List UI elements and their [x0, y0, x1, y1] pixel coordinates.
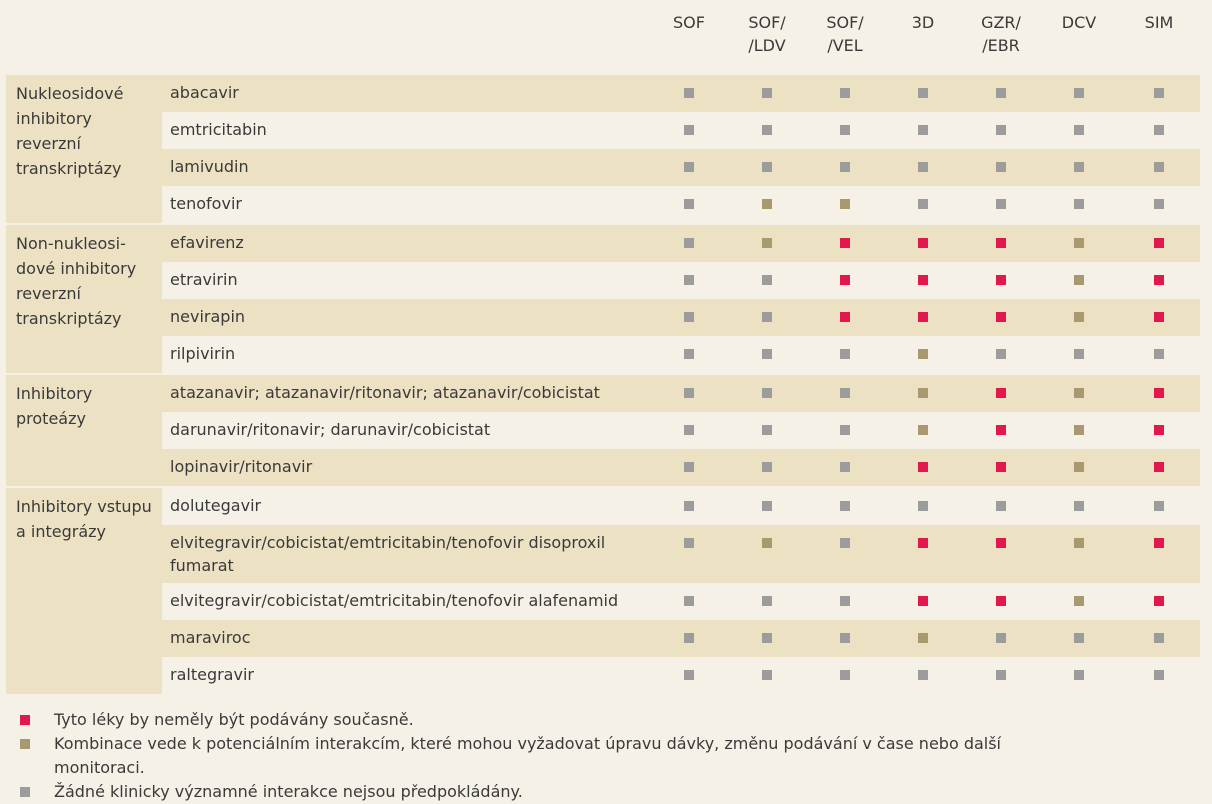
interaction-olive-square-icon	[918, 633, 928, 643]
interaction-cell	[884, 262, 962, 299]
interaction-grey-square-icon	[762, 425, 772, 435]
interaction-grey-square-icon	[1154, 199, 1164, 209]
interaction-cell	[806, 299, 884, 336]
interaction-cell	[728, 620, 806, 657]
interaction-grey-square-icon	[1074, 125, 1084, 135]
table-row	[6, 657, 1200, 694]
interaction-red-square-icon	[1154, 312, 1164, 322]
drug-name: raltegravir	[162, 657, 650, 694]
interaction-cell	[650, 186, 728, 224]
table-row	[6, 262, 1200, 299]
interaction-grey-square-icon	[762, 633, 772, 643]
interaction-cell	[728, 262, 806, 299]
group-label: Inhibitory vstupu a integrázy	[6, 487, 162, 694]
interaction-cell	[962, 336, 1040, 374]
interaction-grey-square-icon	[918, 125, 928, 135]
interaction-grey-square-icon	[996, 199, 1006, 209]
table-row	[6, 487, 1200, 525]
interaction-grey-square-icon	[840, 596, 850, 606]
drug-name: rilpivirin	[162, 336, 650, 374]
interaction-cell	[650, 487, 728, 525]
interaction-grey-square-icon	[1154, 125, 1164, 135]
interaction-cell	[806, 525, 884, 583]
group-label: Nukleosidové inhibitory reverzní transkriptázy	[6, 75, 162, 224]
interaction-grey-square-icon	[1154, 88, 1164, 98]
interaction-grey-square-icon	[996, 349, 1006, 359]
interaction-grey-square-icon	[762, 275, 772, 285]
interaction-cell	[962, 620, 1040, 657]
interaction-cell	[806, 186, 884, 224]
drug-name: emtricitabin	[162, 112, 650, 149]
legend-item	[20, 732, 1200, 780]
interaction-grey-square-icon	[762, 501, 772, 511]
interaction-cell	[650, 374, 728, 412]
drug-name: etravirin	[162, 262, 650, 299]
interaction-cell	[1040, 583, 1118, 620]
interaction-cell	[1118, 620, 1200, 657]
interaction-cell	[806, 412, 884, 449]
interaction-cell	[962, 224, 1040, 262]
interaction-olive-square-icon	[1074, 238, 1084, 248]
table-body	[6, 75, 1200, 694]
interaction-grey-square-icon	[684, 538, 694, 548]
interaction-grey-square-icon	[684, 462, 694, 472]
interaction-cell	[650, 657, 728, 694]
interaction-cell	[884, 583, 962, 620]
interaction-grey-square-icon	[1154, 162, 1164, 172]
interaction-red-square-icon	[996, 275, 1006, 285]
interaction-cell	[728, 525, 806, 583]
interaction-cell	[1118, 149, 1200, 186]
table-row	[6, 112, 1200, 149]
interaction-cell	[1118, 75, 1200, 112]
interaction-table-container	[6, 0, 1200, 800]
interaction-cell	[650, 336, 728, 374]
interaction-cell	[1040, 487, 1118, 525]
drug-name: elvitegravir/cobicistat/emtricitabin/tenofovir disoproxil fumarat	[162, 525, 650, 583]
legend-item	[20, 780, 1200, 804]
interaction-grey-square-icon	[1154, 633, 1164, 643]
interaction-red-square-icon	[1154, 275, 1164, 285]
interaction-red-square-icon	[918, 538, 928, 548]
interaction-cell	[884, 525, 962, 583]
interaction-cell	[650, 112, 728, 149]
interaction-cell	[650, 620, 728, 657]
interaction-cell	[884, 112, 962, 149]
interaction-cell	[884, 299, 962, 336]
interaction-grey-square-icon	[1154, 349, 1164, 359]
interaction-cell	[1040, 75, 1118, 112]
drug-name: efavirenz	[162, 224, 650, 262]
column-header: DCV	[1040, 0, 1118, 75]
interaction-cell	[1118, 525, 1200, 583]
interaction-red-square-icon	[840, 312, 850, 322]
interaction-grey-square-icon	[1074, 88, 1084, 98]
interaction-grey-square-icon	[762, 596, 772, 606]
interaction-cell	[806, 657, 884, 694]
interaction-olive-square-icon	[1074, 425, 1084, 435]
interaction-grey-square-icon	[1074, 670, 1084, 680]
interaction-red-square-icon	[1154, 462, 1164, 472]
interaction-grey-square-icon	[918, 162, 928, 172]
legend	[6, 708, 1200, 804]
interaction-cell	[1118, 112, 1200, 149]
interaction-grey-square-icon	[684, 125, 694, 135]
interaction-cell	[884, 657, 962, 694]
interaction-cell	[962, 374, 1040, 412]
interaction-grey-square-icon	[1074, 162, 1084, 172]
legend-text: Kombinace vede k potenciálním interakcím, které mohou vyžadovat úpravu dávky, změnu podávání v čase nebo další monitoraci.	[54, 734, 1001, 777]
interaction-olive-square-icon	[918, 349, 928, 359]
interaction-grey-square-icon	[840, 88, 850, 98]
interaction-cell	[728, 487, 806, 525]
interaction-cell	[650, 149, 728, 186]
interaction-cell	[962, 525, 1040, 583]
interaction-red-square-icon	[1154, 425, 1164, 435]
interaction-grey-square-icon	[840, 349, 850, 359]
group-label: Inhibitory proteázy	[6, 374, 162, 487]
interaction-grey-square-icon	[996, 670, 1006, 680]
interaction-grey-square-icon	[684, 670, 694, 680]
interaction-grey-square-icon	[762, 670, 772, 680]
drug-name: elvitegravir/cobicistat/emtricitabin/tenofovir alafenamid	[162, 583, 650, 620]
interaction-cell	[1040, 374, 1118, 412]
legend-red-square-icon	[20, 715, 30, 725]
interaction-olive-square-icon	[762, 538, 772, 548]
interaction-cell	[1040, 336, 1118, 374]
drug-name: atazanavir; atazanavir/ritonavir; atazanavir/cobicistat	[162, 374, 650, 412]
column-header: SOF	[650, 0, 728, 75]
interaction-cell	[1040, 224, 1118, 262]
interaction-cell	[1040, 620, 1118, 657]
interaction-cell	[962, 487, 1040, 525]
interaction-grey-square-icon	[762, 312, 772, 322]
table-row	[6, 299, 1200, 336]
legend-olive-square-icon	[20, 739, 30, 749]
interaction-cell	[1118, 374, 1200, 412]
interaction-grey-square-icon	[996, 633, 1006, 643]
interaction-cell	[1040, 412, 1118, 449]
table-row	[6, 374, 1200, 412]
drug-name: darunavir/ritonavir; darunavir/cobicistat	[162, 412, 650, 449]
drug-name: lopinavir/ritonavir	[162, 449, 650, 487]
interaction-cell	[806, 336, 884, 374]
interaction-red-square-icon	[918, 596, 928, 606]
interaction-grey-square-icon	[1154, 670, 1164, 680]
interaction-cell	[1118, 262, 1200, 299]
interaction-red-square-icon	[918, 238, 928, 248]
interaction-cell	[884, 620, 962, 657]
interaction-red-square-icon	[1154, 388, 1164, 398]
drug-name: tenofovir	[162, 186, 650, 224]
interaction-cell	[1118, 336, 1200, 374]
interaction-cell	[806, 149, 884, 186]
table-row	[6, 149, 1200, 186]
interaction-grey-square-icon	[684, 162, 694, 172]
interaction-grey-square-icon	[684, 238, 694, 248]
interaction-cell	[884, 224, 962, 262]
table-row	[6, 525, 1200, 583]
interaction-red-square-icon	[1154, 538, 1164, 548]
interaction-grey-square-icon	[762, 88, 772, 98]
interaction-cell	[1118, 299, 1200, 336]
interaction-olive-square-icon	[1074, 462, 1084, 472]
interaction-grey-square-icon	[684, 199, 694, 209]
interaction-grey-square-icon	[918, 199, 928, 209]
interaction-cell	[728, 657, 806, 694]
interaction-grey-square-icon	[684, 633, 694, 643]
interaction-cell	[962, 186, 1040, 224]
interaction-red-square-icon	[996, 462, 1006, 472]
legend-item	[20, 708, 1200, 732]
column-header: 3D	[884, 0, 962, 75]
interaction-cell	[1118, 583, 1200, 620]
interaction-cell	[1118, 449, 1200, 487]
interaction-cell	[962, 299, 1040, 336]
interaction-cell	[884, 374, 962, 412]
interaction-olive-square-icon	[1074, 388, 1084, 398]
interaction-cell	[1118, 657, 1200, 694]
interaction-cell	[806, 487, 884, 525]
interaction-grey-square-icon	[840, 670, 850, 680]
drug-interaction-table	[6, 0, 1200, 694]
interaction-cell	[728, 186, 806, 224]
interaction-cell	[806, 620, 884, 657]
interaction-red-square-icon	[1154, 238, 1164, 248]
drug-name: maraviroc	[162, 620, 650, 657]
interaction-cell	[962, 412, 1040, 449]
table-row	[6, 75, 1200, 112]
interaction-red-square-icon	[996, 425, 1006, 435]
interaction-cell	[650, 299, 728, 336]
interaction-grey-square-icon	[840, 388, 850, 398]
interaction-cell	[650, 449, 728, 487]
interaction-red-square-icon	[996, 596, 1006, 606]
interaction-cell	[884, 336, 962, 374]
interaction-red-square-icon	[918, 312, 928, 322]
interaction-grey-square-icon	[684, 349, 694, 359]
interaction-cell	[1040, 449, 1118, 487]
legend-grey-square-icon	[20, 787, 30, 797]
interaction-grey-square-icon	[762, 388, 772, 398]
column-header: SIM	[1118, 0, 1200, 75]
interaction-grey-square-icon	[1074, 633, 1084, 643]
interaction-grey-square-icon	[684, 88, 694, 98]
interaction-cell	[650, 262, 728, 299]
drug-name: abacavir	[162, 75, 650, 112]
header-empty	[6, 0, 162, 75]
column-header: GZR/ /EBR	[962, 0, 1040, 75]
interaction-cell	[884, 412, 962, 449]
interaction-olive-square-icon	[918, 425, 928, 435]
interaction-cell	[884, 149, 962, 186]
interaction-olive-square-icon	[918, 388, 928, 398]
interaction-grey-square-icon	[1074, 349, 1084, 359]
interaction-olive-square-icon	[1074, 312, 1084, 322]
interaction-red-square-icon	[996, 388, 1006, 398]
interaction-cell	[728, 412, 806, 449]
interaction-cell	[650, 224, 728, 262]
interaction-grey-square-icon	[684, 312, 694, 322]
interaction-cell	[650, 525, 728, 583]
interaction-cell	[1040, 525, 1118, 583]
interaction-red-square-icon	[996, 238, 1006, 248]
interaction-grey-square-icon	[762, 162, 772, 172]
interaction-cell	[806, 583, 884, 620]
interaction-grey-square-icon	[918, 501, 928, 511]
interaction-grey-square-icon	[684, 388, 694, 398]
interaction-cell	[1040, 112, 1118, 149]
interaction-red-square-icon	[918, 462, 928, 472]
interaction-grey-square-icon	[684, 501, 694, 511]
table-row	[6, 224, 1200, 262]
interaction-red-square-icon	[1154, 596, 1164, 606]
interaction-cell	[962, 657, 1040, 694]
interaction-cell	[884, 449, 962, 487]
interaction-olive-square-icon	[762, 238, 772, 248]
interaction-grey-square-icon	[840, 633, 850, 643]
interaction-grey-square-icon	[840, 501, 850, 511]
interaction-cell	[806, 262, 884, 299]
interaction-cell	[728, 449, 806, 487]
interaction-cell	[806, 75, 884, 112]
interaction-olive-square-icon	[840, 199, 850, 209]
interaction-grey-square-icon	[996, 125, 1006, 135]
interaction-grey-square-icon	[840, 538, 850, 548]
interaction-cell	[1040, 657, 1118, 694]
interaction-cell	[728, 75, 806, 112]
table-row	[6, 449, 1200, 487]
interaction-grey-square-icon	[1074, 501, 1084, 511]
interaction-cell	[1118, 186, 1200, 224]
interaction-cell	[728, 149, 806, 186]
interaction-cell	[650, 583, 728, 620]
interaction-cell	[1118, 487, 1200, 525]
interaction-cell	[1040, 186, 1118, 224]
interaction-cell	[806, 112, 884, 149]
interaction-olive-square-icon	[1074, 275, 1084, 285]
interaction-cell	[1040, 149, 1118, 186]
interaction-cell	[884, 487, 962, 525]
interaction-red-square-icon	[840, 275, 850, 285]
interaction-grey-square-icon	[840, 425, 850, 435]
interaction-cell	[650, 75, 728, 112]
interaction-cell	[650, 412, 728, 449]
interaction-cell	[806, 224, 884, 262]
interaction-cell	[884, 186, 962, 224]
interaction-grey-square-icon	[996, 88, 1006, 98]
interaction-grey-square-icon	[684, 425, 694, 435]
legend-text: Tyto léky by neměly být podávány současně.	[54, 710, 414, 729]
interaction-grey-square-icon	[684, 596, 694, 606]
drug-name: dolutegavir	[162, 487, 650, 525]
group-label: Non-nukleosi-dové inhibitory reverzní transkriptázy	[6, 224, 162, 374]
table-header	[6, 0, 1200, 75]
interaction-olive-square-icon	[1074, 538, 1084, 548]
column-header: SOF/ /LDV	[728, 0, 806, 75]
interaction-cell	[728, 374, 806, 412]
interaction-cell	[728, 336, 806, 374]
interaction-grey-square-icon	[996, 162, 1006, 172]
interaction-cell	[1040, 262, 1118, 299]
interaction-red-square-icon	[918, 275, 928, 285]
interaction-cell	[728, 583, 806, 620]
interaction-cell	[962, 149, 1040, 186]
interaction-red-square-icon	[996, 312, 1006, 322]
table-row	[6, 412, 1200, 449]
interaction-cell	[728, 112, 806, 149]
interaction-cell	[728, 224, 806, 262]
interaction-grey-square-icon	[762, 349, 772, 359]
interaction-cell	[962, 112, 1040, 149]
interaction-cell	[962, 262, 1040, 299]
drug-name: nevirapin	[162, 299, 650, 336]
interaction-cell	[806, 374, 884, 412]
interaction-olive-square-icon	[762, 199, 772, 209]
interaction-grey-square-icon	[1154, 501, 1164, 511]
interaction-cell	[962, 449, 1040, 487]
table-row	[6, 583, 1200, 620]
interaction-grey-square-icon	[996, 501, 1006, 511]
table-row	[6, 336, 1200, 374]
interaction-grey-square-icon	[684, 275, 694, 285]
interaction-olive-square-icon	[1074, 596, 1084, 606]
interaction-cell	[962, 75, 1040, 112]
interaction-grey-square-icon	[918, 670, 928, 680]
interaction-grey-square-icon	[840, 125, 850, 135]
interaction-cell	[728, 299, 806, 336]
interaction-red-square-icon	[840, 238, 850, 248]
interaction-cell	[1118, 412, 1200, 449]
table-row	[6, 620, 1200, 657]
table-row	[6, 186, 1200, 224]
interaction-cell	[962, 583, 1040, 620]
interaction-cell	[884, 75, 962, 112]
interaction-cell	[1118, 224, 1200, 262]
interaction-grey-square-icon	[840, 162, 850, 172]
header-empty	[162, 0, 650, 75]
interaction-grey-square-icon	[762, 125, 772, 135]
interaction-grey-square-icon	[918, 88, 928, 98]
drug-name: lamivudin	[162, 149, 650, 186]
interaction-red-square-icon	[996, 538, 1006, 548]
legend-text: Žádné klinicky významné interakce nejsou předpokládány.	[54, 782, 523, 801]
column-header: SOF/ /VEL	[806, 0, 884, 75]
interaction-grey-square-icon	[840, 462, 850, 472]
interaction-grey-square-icon	[762, 462, 772, 472]
interaction-grey-square-icon	[1074, 199, 1084, 209]
interaction-cell	[1040, 299, 1118, 336]
interaction-cell	[806, 449, 884, 487]
